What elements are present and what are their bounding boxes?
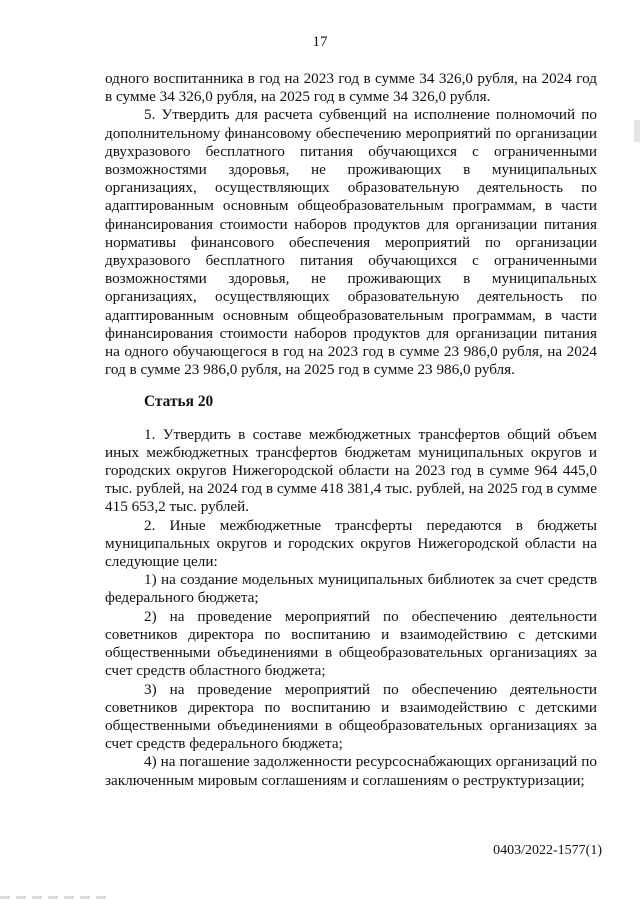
document-code: 0403/2022-1577(1) — [493, 843, 602, 858]
scan-bottom-mark — [0, 896, 110, 899]
page-number: 17 — [312, 34, 328, 50]
scan-edge-mark — [634, 120, 640, 142]
article-20-heading: Статья 20 — [144, 393, 214, 411]
list-item-1: 1) на создание модельных муниципальных библиотек за счет средств федерального бюджета; — [105, 571, 597, 607]
document-body — [105, 70, 597, 790]
list-item-3: 3) на проведение мероприятий по обеспечению деятельности советников директора по воспитанию и взаимодействию с детскими общественными объединениями в общеобразовательных организациях за счет средств федерального бюджета; — [105, 680, 597, 753]
paragraph-article20-2: 2. Иные межбюджетные трансферты передаются в бюджеты муниципальных округов и городских округов Нижегородской области на следующие цели: — [105, 516, 597, 571]
paragraph-5: 5. Утвердить для расчета субвенций на исполнение полномочий по дополнительному финансовому обеспечению мероприятий по организации двухразового бесплатного питания обучающихся с ограниченными возможностями здоровья, не проживающих в муниципальных организациях, осуществляющих образовательную деятельность по адаптированным основным общеобразовательным программам, в части финансирования стоимости наборов продуктов для организации питания нормативы финансового обеспечения мероприятий по организации двухразового бесплатного питания обучающихся с ограниченными возможностями здоровья, не проживающих в муниципальных организациях, осуществляющих образовательную деятельность по адаптированным основным общеобразовательным программам, в части финансирования стоимости наборов продуктов для организации питания на одного обучающегося в год на 2023 год в сумме 23 986,0 рубля, на 2024 год в сумме 23 986,0 рубля, на 2025 год в сумме 23 986,0 рубля. — [105, 106, 597, 379]
list-item-2: 2) на проведение мероприятий по обеспечению деятельности советников директора по воспитанию и взаимодействию с детскими общественными объединениями в общеобразовательных организациях за счет средств областного бюджета; — [105, 607, 597, 680]
paragraph-continuation: одного воспитанника в год на 2023 год в сумме 34 326,0 рубля, на 2024 год в сумме 34 326,0 рубля, на 2025 год в сумме 34 326,0 рубля. — [105, 70, 597, 106]
paragraph-article20-1: 1. Утвердить в составе межбюджетных трансфертов общий объем иных межбюджетных трансфертов бюджетам муниципальных округов и городских округов Нижегородской области на 2023 год в сумме 964 445,0 тыс. рублей, на 2024 год в сумме 418 381,4 тыс. рублей, на 2025 год в сумме 415 653,2 тыс. рублей. — [105, 425, 597, 516]
list-item-4: 4) на погашение задолженности ресурсоснабжающих организаций по заключенным мировым соглашениям и соглашениям о реструктуризации; — [105, 753, 597, 789]
